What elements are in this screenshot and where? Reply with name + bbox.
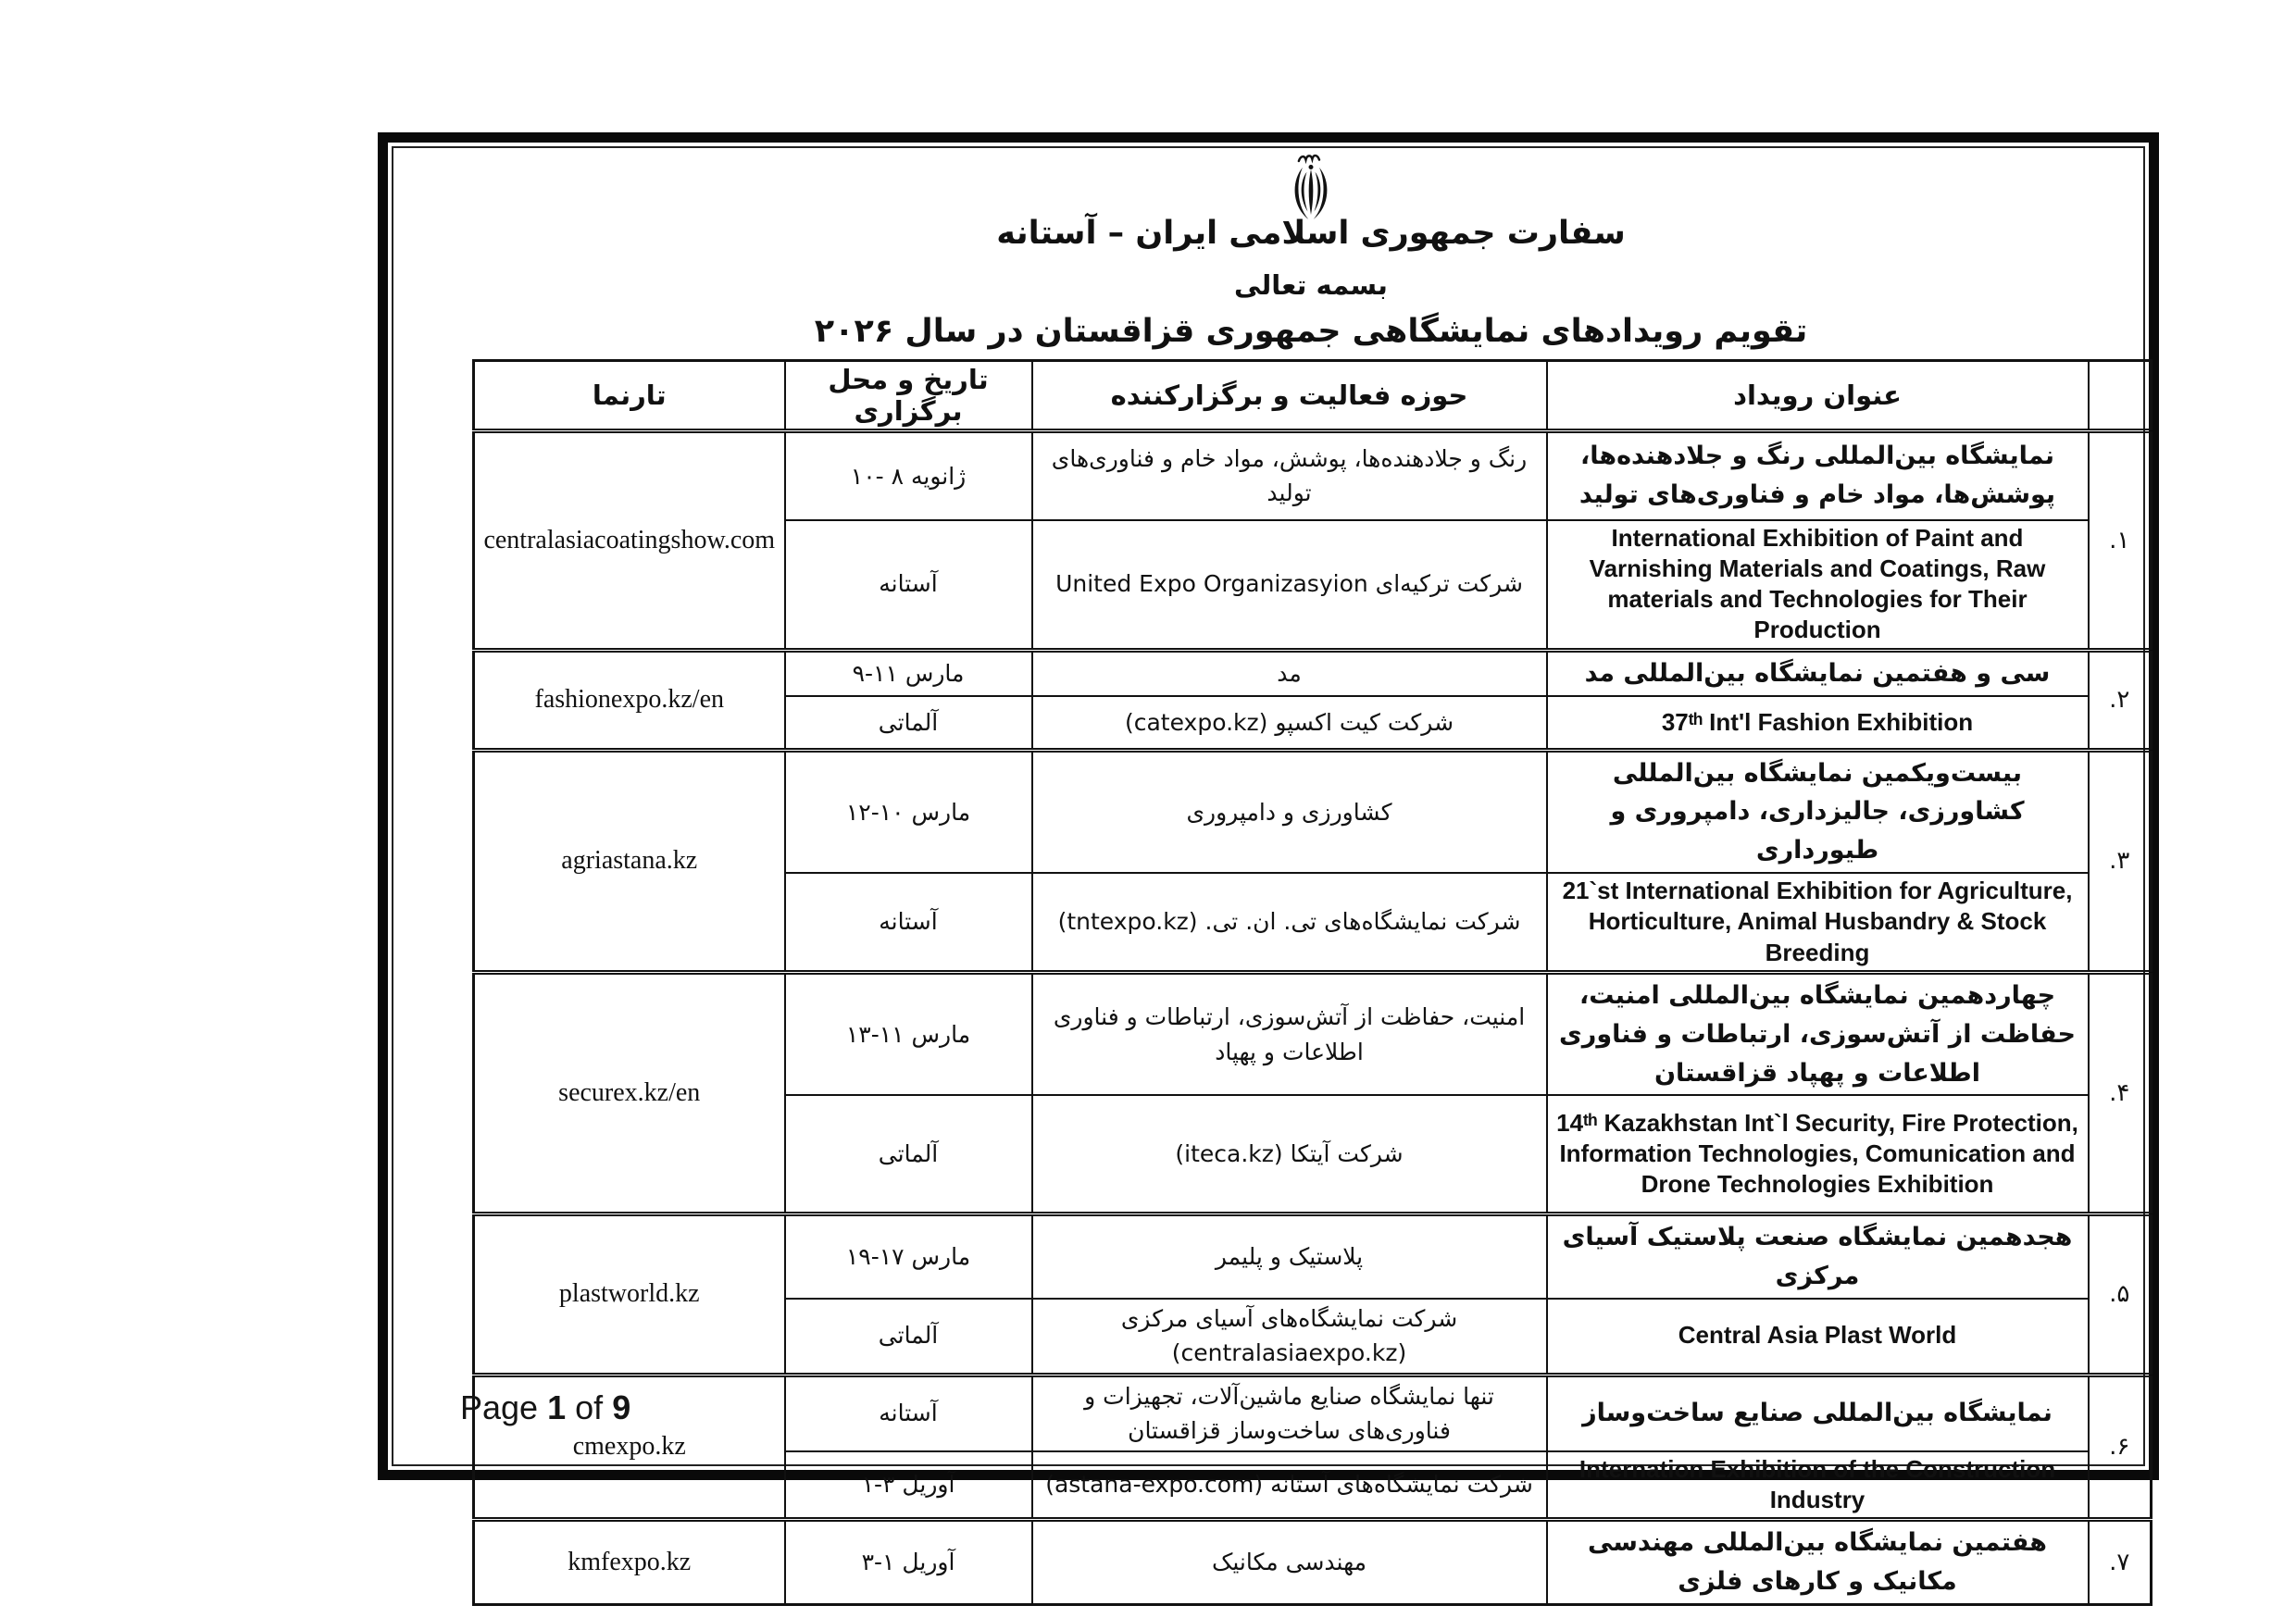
header-event-title: عنوان رویداد <box>1547 361 2089 431</box>
event-field: مهندسی مکانیک <box>1032 1520 1547 1605</box>
event-venue: آستانه <box>785 873 1032 972</box>
event-field: پلاستیک و پلیمر <box>1032 1214 1547 1298</box>
event-row <box>474 750 2152 873</box>
event-title-en: 21`st International Exhibition for Agriculture, Horticulture, Animal Husbandry & Stock Breeding <box>1547 873 2089 972</box>
header-row-no <box>2089 361 2152 431</box>
event-website: plastworld.kz <box>474 1214 785 1375</box>
event-venue: آلماتی <box>785 1095 1032 1214</box>
embassy-title: سفارت جمهوری اسلامی ایران – آستانه <box>996 215 1626 252</box>
page-word: Page <box>460 1388 539 1426</box>
event-field: رنگ و جلادهنده‌ها، پوشش، مواد خام و فناوری‌های تولید <box>1032 431 1547 520</box>
event-row <box>474 972 2152 1095</box>
row-number: ۵. <box>2089 1214 2152 1375</box>
iran-emblem-icon <box>1279 153 1343 223</box>
row-number: ۳. <box>2089 750 2152 972</box>
header-date-venue: تاریخ و محل برگزاری <box>785 361 1032 431</box>
document-title: تقویم رویدادهای نمایشگاهی جمهوری قزاقستان در سال ۲۰۲۶ <box>814 313 1808 350</box>
event-website: kmfexpo.kz <box>474 1520 785 1605</box>
event-organizer: شرکت کیت اکسپو ‎(catexpo.kz)‎ <box>1032 696 1547 750</box>
events-table <box>472 359 2152 1606</box>
event-date: ۱-۳ آوریل <box>785 1451 1032 1520</box>
event-venue: آستانه <box>785 1375 1032 1451</box>
event-title-en: Central Asia Plast World <box>1547 1299 2089 1375</box>
page-total: 9 <box>612 1388 631 1426</box>
event-date: ۱۹-۱۷ مارس <box>785 1214 1032 1298</box>
event-title-en: Internation Exhibition of the Construction Industry <box>1547 1451 2089 1520</box>
event-title-en: 37ᵗʰ Int'l Fashion Exhibition <box>1547 696 2089 750</box>
event-title-en: International Exhibition of Paint and Varnishing Materials and Coatings, Raw materials and Technologies for Their Production <box>1547 520 2089 651</box>
event-date: ۳-۱ آوریل <box>785 1520 1032 1605</box>
event-title-fa: نمایشگاه بین‌المللی رنگ و جلادهنده‌ها، پوشش‌ها، مواد خام و فناوری‌های تولید <box>1547 431 2089 520</box>
event-website: securex.kz/en <box>474 972 785 1214</box>
event-website: centralasiacoatingshow.com <box>474 431 785 651</box>
event-website: agriastana.kz <box>474 750 785 972</box>
row-number: ۶. <box>2089 1375 2152 1520</box>
event-date: ۱۰- ۸ ژانویه <box>785 431 1032 520</box>
event-row <box>474 1214 2152 1298</box>
row-number: ۴. <box>2089 972 2152 1214</box>
page-number: 1 <box>547 1388 567 1426</box>
row-number: ۱. <box>2089 431 2152 651</box>
event-row <box>474 1375 2152 1451</box>
event-organizer: شرکت ترکیه‌ای United Expo Organizasyion <box>1032 520 1547 651</box>
event-title-fa: هجدهمین نمایشگاه صنعت پلاستیک آسیای مرکزی <box>1547 1214 2089 1298</box>
event-field: مد <box>1032 650 1547 696</box>
event-venue: آستانه <box>785 520 1032 651</box>
of-word: of <box>575 1388 604 1426</box>
event-organizer: شرکت نمایشگاه‌های تی. ان. تی. ‎(tntexpo.kz)‎ <box>1032 873 1547 972</box>
event-title-en: 14ᵗʰ Kazakhstan Int`l Security, Fire Protection, Information Technologies, Comunication and Drone Technologies Exhibition <box>1547 1095 2089 1214</box>
event-date: ۹-۱۱ مارس <box>785 650 1032 696</box>
row-number: ۲. <box>2089 650 2152 750</box>
event-field: تنها نمایشگاه صنایع ماشین‌آلات، تجهیزات و فناوری‌های ساخت‌وساز قزاقستان <box>1032 1375 1547 1451</box>
event-title-fa: سی و هفتمین نمایشگاه بین‌المللی مد <box>1547 650 2089 696</box>
event-date: ۱۲-۱۰ مارس <box>785 750 1032 873</box>
bismillah-line: بسمه تعالی <box>1234 269 1388 301</box>
event-row <box>474 650 2152 696</box>
header-website: تارنما <box>474 361 785 431</box>
event-organizer: شرکت آیتکا ‎(iteca.kz)‎ <box>1032 1095 1547 1214</box>
event-organizer: شرکت نمایشگاه‌های آستانه ‎(astana-expo.com)‎ <box>1032 1451 1547 1520</box>
event-field: امنیت، حفاظت از آتش‌سوزی، ارتباطات و فناوری اطلاعات و پهپاد <box>1032 972 1547 1095</box>
event-row <box>474 431 2152 520</box>
event-website: cmexpo.kz <box>474 1375 785 1520</box>
table-header-row <box>474 361 2152 431</box>
event-title-fa: بیست‌ویکمین نمایشگاه بین‌المللی کشاورزی، جالیزداری، دامپروری و طیورداری <box>1547 750 2089 873</box>
event-row <box>474 1520 2152 1605</box>
row-number: ۷. <box>2089 1520 2152 1605</box>
event-date: ۱۳-۱۱ مارس <box>785 972 1032 1095</box>
event-venue: آلماتی <box>785 696 1032 750</box>
event-field: کشاورزی و دامپروری <box>1032 750 1547 873</box>
event-title-fa: هفتمین نمایشگاه بین‌المللی مهندسی مکانیک و کارهای فلزی <box>1547 1520 2089 1605</box>
header-field-organizer: حوزه فعالیت و برگزارکننده <box>1032 361 1547 431</box>
page-number-footer <box>460 1388 630 1427</box>
event-organizer: شرکت نمایشگاه‌های آسیای مرکزی ‎(centralasiaexpo.kz)‎ <box>1032 1299 1547 1375</box>
event-title-fa: چهاردهمین نمایشگاه بین‌المللی امنیت، حفاظت از آتش‌سوزی، ارتباطات و فناوری اطلاعات و پهپاد قزاقستان <box>1547 972 2089 1095</box>
event-website: fashionexpo.kz/en <box>474 650 785 750</box>
event-title-fa: نمایشگاه بین‌المللی صنایع ساخت‌وساز <box>1547 1375 2089 1451</box>
event-venue: آلماتی <box>785 1299 1032 1375</box>
